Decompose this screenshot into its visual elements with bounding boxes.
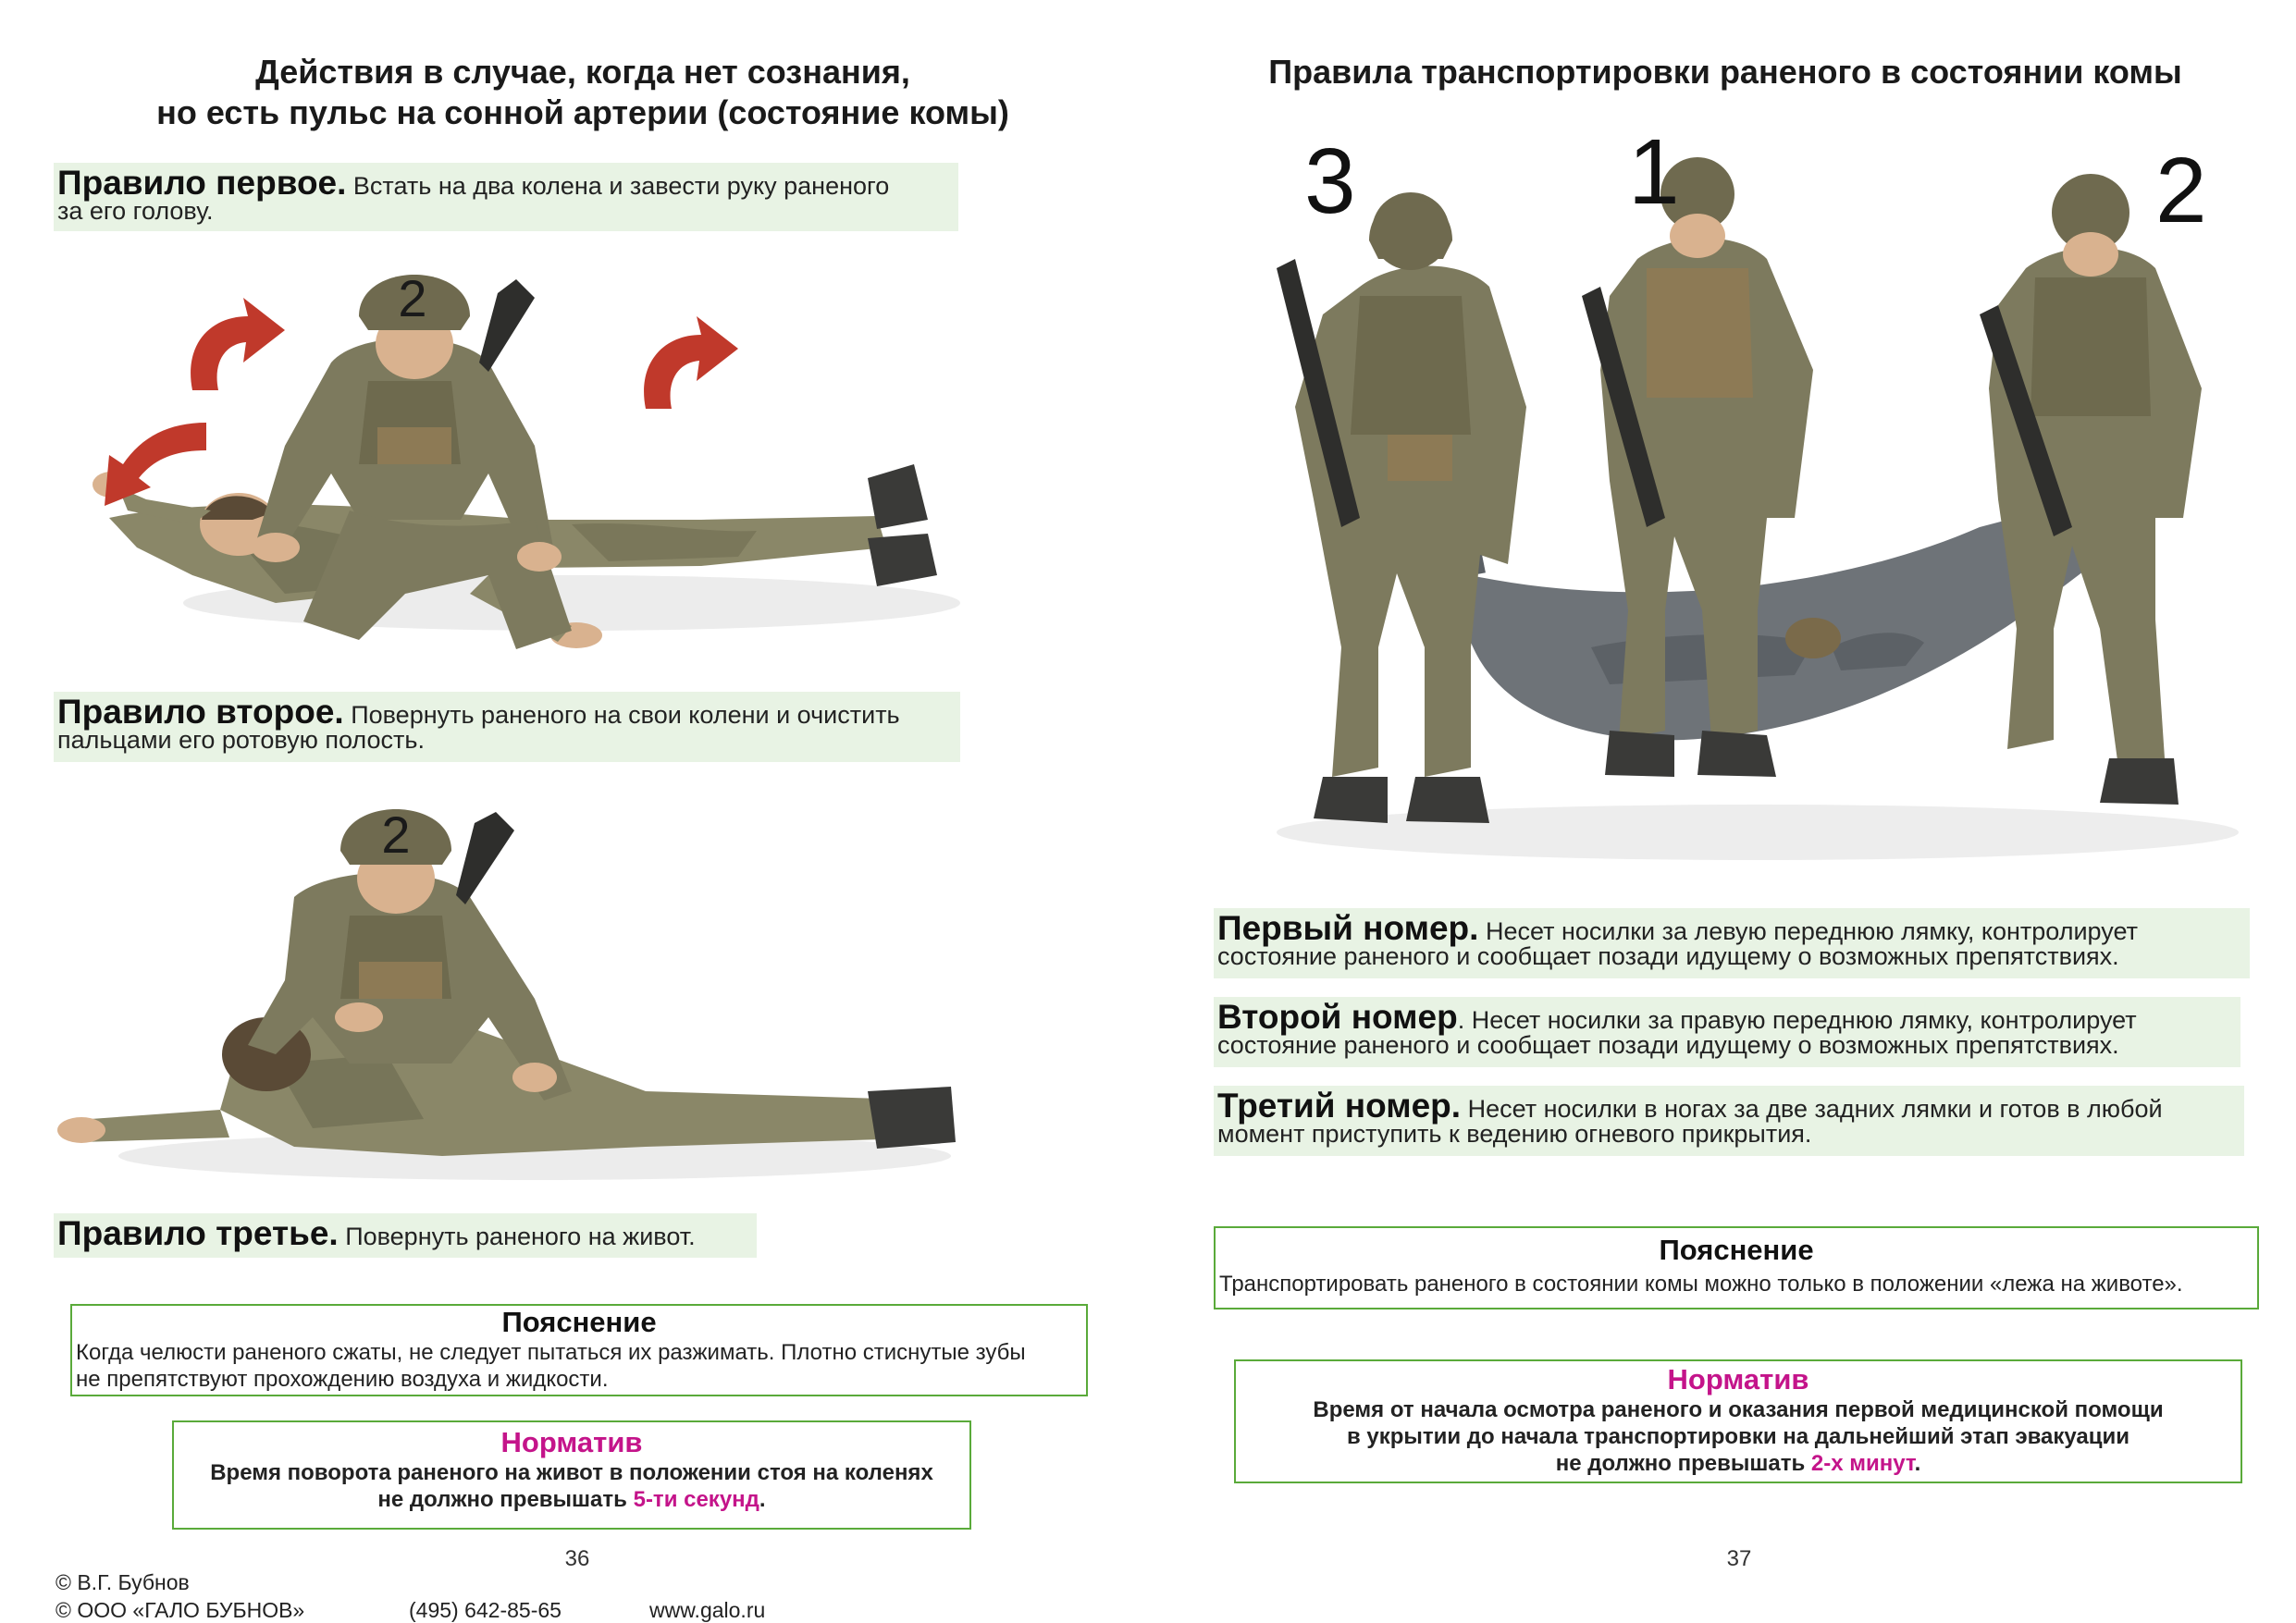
rule-second [54,692,960,762]
soldier-second-figure [1980,139,2207,805]
left-page-title [37,52,1129,133]
left-explanation-box [70,1304,1088,1396]
right-explanation-title: Пояснение [1659,1234,1814,1266]
soldier-third-figure [1277,129,1526,823]
second-number-dot: . [1457,1006,1465,1034]
right-normative-title: Норматив [1667,1363,1809,1396]
third-number-text-line2: момент приступить к ведению огневого прикрытия. [1217,1120,1812,1148]
rule-second-text-line1: Повернуть раненого на свои колени и очистить [343,701,900,729]
left-normative-text-line1: Время поворота раненого на живот в положении стоя на коленях [210,1460,933,1485]
left-explanation-text-line2: не препятствуют прохождению воздуха и жидкости. [76,1367,609,1392]
right-normative-highlight: 2-х минут [1810,1451,1915,1476]
second-number-heading: Второй номер [1217,998,1458,1036]
rule-second-heading: Правило второе. [57,693,344,731]
right-normative-suffix: . [1914,1451,1921,1476]
illustration-stretcher-transport [1240,129,2276,869]
right-normative-box [1234,1359,2242,1483]
rule-second-text-line2: пальцами его ротовую полость. [57,726,425,754]
arrow-left-icon [105,423,206,506]
arrow-up-right-icon [644,316,738,409]
first-number-rule [1214,908,2250,978]
rule-first-text-line2: за его голову. [57,197,214,225]
third-number-heading: Третий номер. [1217,1087,1462,1125]
right-normative-prefix: не должно превышать [1555,1451,1811,1476]
right-explanation-box [1214,1226,2259,1309]
rule-first [54,163,958,231]
rule-first-heading: Правило первое. [57,164,347,202]
footer-author: © В.Г. Бубнов [56,1570,190,1594]
footer-company: © ООО «ГАЛО БУБНОВ» [56,1598,305,1622]
rule-first-text-line1: Встать на два колена и завести руку раненого [346,172,890,200]
second-number-text-line2: состояние раненого и сообщает позади идущему о возможных препятствиях. [1217,1031,2119,1059]
illustration-rule-second [54,786,979,1193]
page-number-left: 36 [564,1546,590,1571]
right-normative-text-line2: в укрытии до начала транспортировки на дальнейший этап эвакуации [1346,1424,2130,1449]
left-normative-text-line2 [174,1486,969,1513]
figure-number-first: 1 [1628,129,1680,224]
left-title-line1: Действия в случае, когда нет сознания, [255,53,910,91]
right-normative-text-line3 [1236,1450,2240,1477]
left-normative-highlight: 5-ти секунд [633,1487,759,1512]
rule-third-text: Повернуть раненого на живот. [338,1223,696,1250]
left-normative-suffix: . [759,1487,766,1512]
arrow-up-left-icon [191,298,285,390]
rule-third [54,1213,757,1258]
first-number-heading: Первый номер. [1217,909,1479,947]
left-normative-prefix: не должно превышать [377,1487,634,1512]
left-normative-box [172,1420,971,1530]
right-normative-text-line1: Время от начала осмотра раненого и оказания первой медицинской помощи [1313,1397,2164,1422]
first-number-text-line2: состояние раненого и сообщает позади идущему о возможных препятствиях. [1217,942,2119,970]
footer-phone: (495) 642-85-65 [409,1598,562,1622]
second-number-text-line1: Несет носилки за правую переднюю лямку, контролирует [1464,1006,2137,1034]
rule-third-heading: Правило третье. [57,1214,339,1252]
left-explanation-text-line1: Когда челюсти раненого сжаты, не следует пытаться их разжимать. Плотно стиснутые зубы [76,1340,1026,1365]
right-explanation-text: Транспортировать раненого в состоянии комы можно только в положении «лежа на животе». [1219,1272,2183,1297]
second-number-rule [1214,997,2240,1067]
helmet-number-2: 2 [381,805,411,864]
left-title-line2: но есть пульс на сонной артерии (состояние комы) [156,93,1009,131]
first-number-text-line1: Несет носилки за левую переднюю лямку, контролирует [1478,917,2138,945]
left-normative-title: Норматив [500,1426,643,1458]
right-page-title: Правила транспортировки раненого в состоянии комы [1268,53,2182,91]
third-number-rule [1214,1086,2244,1156]
third-number-text-line1: Несет носилки в ногах за две задних лямки и готов в любой [1461,1095,2163,1123]
helmet-number-1: 2 [398,269,427,327]
illustration-rule-first [54,242,979,677]
figure-number-second: 2 [2155,139,2207,242]
left-explanation-title: Пояснение [501,1306,657,1338]
page-number-right: 37 [1726,1546,1752,1571]
figure-number-third: 3 [1304,129,1356,233]
footer-website[interactable]: www.galo.ru [649,1598,766,1622]
